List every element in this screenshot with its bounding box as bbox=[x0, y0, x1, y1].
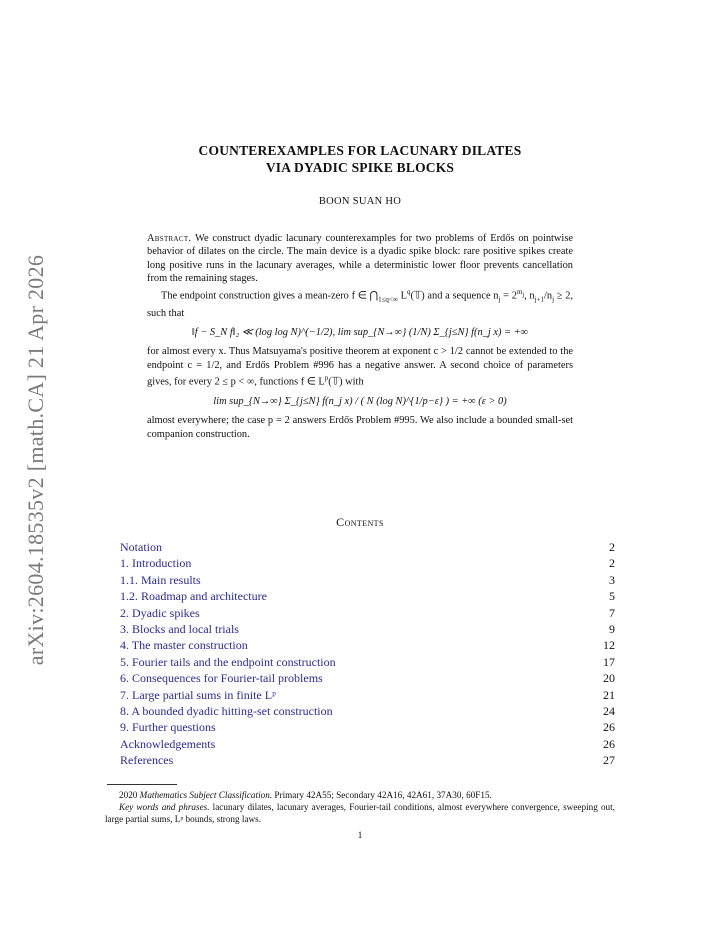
toc-link[interactable]: References bbox=[120, 753, 174, 768]
paper-title bbox=[120, 142, 600, 176]
toc-page-number: 5 bbox=[609, 589, 615, 604]
abstract-sup-p: p bbox=[324, 374, 329, 383]
toc-entry-notation[interactable] bbox=[120, 539, 615, 555]
msc-year: 2020 bbox=[119, 790, 140, 800]
keywords bbox=[105, 801, 615, 825]
abstract-text-1: We construct dyadic lacunary counterexamples for two problems of Erdős on pointwise behavior of dilates on the circle. The main device is a dyadic spike block: rare positive spikes create long positive runs in the lacunary averages, while a deterministic lower floor prevents cancellation from the remaining stages. bbox=[147, 233, 573, 285]
toc-page-number: 2 bbox=[609, 540, 615, 554]
table-of-contents bbox=[120, 539, 615, 768]
abstract-paragraph-2 bbox=[147, 286, 573, 320]
abstract-text-3: for almost every x. Thus Matsuyama's positive theorem at exponent c > 1/2 cannot be extended to the endpoint c = 1/2, and Erdős Problem #996 has a negative answer. A second choice of parameters gives, for every 2 ≤ p < ∞, functions f ∈ L bbox=[147, 346, 573, 388]
toc-entry-master-construction[interactable] bbox=[120, 637, 615, 653]
abstract-paragraph-1 bbox=[147, 232, 573, 286]
abstract-text-2h: , n bbox=[524, 290, 535, 302]
toc-entry-references[interactable] bbox=[120, 752, 615, 768]
title-line-2: VIA DYADIC SPIKE BLOCKS bbox=[265, 160, 455, 175]
toc-entry-consequences[interactable] bbox=[120, 670, 615, 686]
toc-entry-hitting-set[interactable] bbox=[120, 703, 615, 719]
toc-page-number: 12 bbox=[603, 638, 615, 653]
toc-link[interactable]: 5. Fourier tails and the endpoint construction bbox=[120, 654, 336, 669]
abstract-text-2j: /n bbox=[544, 290, 553, 302]
abstract-paragraph-4 bbox=[147, 414, 573, 441]
display-formula-1: ‖f − S_N f‖₂ ≪ (log log N)^(−1/2), lim sup_{N→∞} (1/N) Σ_{j≤N} f(n_j x) = +∞ bbox=[191, 326, 529, 338]
toc-page-number: 9 bbox=[609, 621, 615, 636]
toc-link[interactable]: 1. Introduction bbox=[120, 556, 192, 571]
toc-link[interactable]: 3. Blocks and local trials bbox=[120, 621, 239, 636]
toc-link[interactable]: 7. Large partial sums in finite Lᵖ bbox=[120, 687, 276, 702]
abstract-sup-m: m bbox=[516, 287, 523, 296]
msc-codes: Primary 42A55; Secondary 42A16, 42A61, 37A30, 60F15. bbox=[272, 790, 492, 800]
abstract bbox=[147, 232, 573, 441]
msc-label: Mathematics Subject Classification. bbox=[139, 790, 273, 800]
toc-link[interactable]: 9. Further questions bbox=[120, 720, 216, 735]
abstract-sub-j1: j+1 bbox=[534, 295, 544, 304]
arxiv-identifier-stamp bbox=[18, 240, 54, 680]
abstract-label: Abstract. bbox=[147, 233, 192, 244]
toc-page-number: 27 bbox=[603, 753, 615, 768]
abstract-sub-j: j bbox=[498, 295, 501, 304]
toc-link[interactable]: 4. The master construction bbox=[120, 638, 248, 653]
toc-page-number: 26 bbox=[603, 736, 615, 751]
abstract-sup-mj bbox=[516, 287, 525, 299]
abstract-paragraph-3 bbox=[147, 345, 573, 389]
toc-page-number: 21 bbox=[603, 687, 615, 702]
toc-page-number: 24 bbox=[603, 703, 615, 718]
abstract-sub-q-range: 1≤q<∞ bbox=[378, 295, 398, 304]
abstract-text-2b: L bbox=[397, 290, 407, 302]
msc-classification bbox=[105, 789, 615, 801]
toc-entry-acknowledgements[interactable] bbox=[120, 736, 615, 752]
abstract-text-4: almost everywhere; the case p = 2 answers Erdős Problem #995. We also include a bounded small-set companion construction. bbox=[147, 415, 573, 440]
footnote-rule bbox=[107, 784, 177, 785]
toc-link[interactable]: 8. A bounded dyadic hitting-set construction bbox=[120, 703, 333, 718]
toc-page-number: 17 bbox=[603, 654, 615, 669]
toc-entry-further-questions[interactable] bbox=[120, 719, 615, 735]
abstract-text-3-end: (𝕋) with bbox=[328, 376, 364, 388]
display-formula-2: lim sup_{N→∞} Σ_{j≤N} f(n_j x) / ( N (log N)^{1/p−ε} ) = +∞ (ε > 0) bbox=[213, 396, 507, 408]
toc-link[interactable]: Notation bbox=[120, 540, 162, 554]
toc-page-number: 3 bbox=[609, 572, 615, 587]
toc-link[interactable]: 1.1. Main results bbox=[120, 572, 201, 587]
toc-entry-introduction[interactable] bbox=[120, 555, 615, 571]
toc-entry-main-results[interactable] bbox=[120, 572, 615, 588]
toc-entry-large-partial-sums[interactable] bbox=[120, 687, 615, 703]
toc-page-number: 2 bbox=[609, 556, 615, 571]
contents-heading: Contents bbox=[336, 515, 384, 529]
toc-entry-blocks[interactable] bbox=[120, 621, 615, 637]
arxiv-stamp-text: arXiv:2604.18535v2 [math.CA] 21 Apr 2026 bbox=[23, 254, 48, 666]
page-number: 1 bbox=[357, 831, 363, 841]
toc-link[interactable]: 2. Dyadic spikes bbox=[120, 605, 200, 620]
keywords-text: lacunary dilates, lacunary averages, Fourier-tail conditions, almost everywhere convergence, sweeping out, large partial sums, Lᵖ bounds, strong laws. bbox=[105, 802, 615, 825]
abstract-text-2c: (𝕋) and a sequence n bbox=[410, 290, 499, 302]
footnote bbox=[105, 789, 615, 826]
author-name: BOON SUAN HO bbox=[318, 196, 402, 207]
toc-entry-dyadic-spikes[interactable] bbox=[120, 605, 615, 621]
keywords-label: Key words and phrases. bbox=[119, 802, 210, 813]
abstract-text-2l: ≥ 2, such that bbox=[147, 290, 573, 319]
toc-link[interactable]: Acknowledgements bbox=[120, 736, 216, 751]
title-line-1: COUNTEREXAMPLES FOR LACUNARY DILATES bbox=[198, 143, 522, 158]
toc-link[interactable]: 1.2. Roadmap and architecture bbox=[120, 589, 267, 604]
abstract-text-2e: = 2 bbox=[500, 290, 517, 302]
toc-page-number: 26 bbox=[603, 720, 615, 735]
toc-link[interactable]: 6. Consequences for Fourier-tail problems bbox=[120, 671, 323, 686]
toc-page-number: 20 bbox=[603, 671, 615, 686]
abstract-text-2a: The endpoint construction gives a mean-zero f ∈ ⋂ bbox=[161, 290, 379, 302]
abstract-sup-sub-j: j bbox=[522, 292, 525, 299]
toc-entry-roadmap[interactable] bbox=[120, 588, 615, 604]
abstract-sub-j2: j bbox=[552, 295, 555, 304]
abstract-sup-q: q bbox=[406, 287, 411, 296]
toc-entry-fourier-tails[interactable] bbox=[120, 654, 615, 670]
toc-page-number: 7 bbox=[609, 605, 615, 620]
